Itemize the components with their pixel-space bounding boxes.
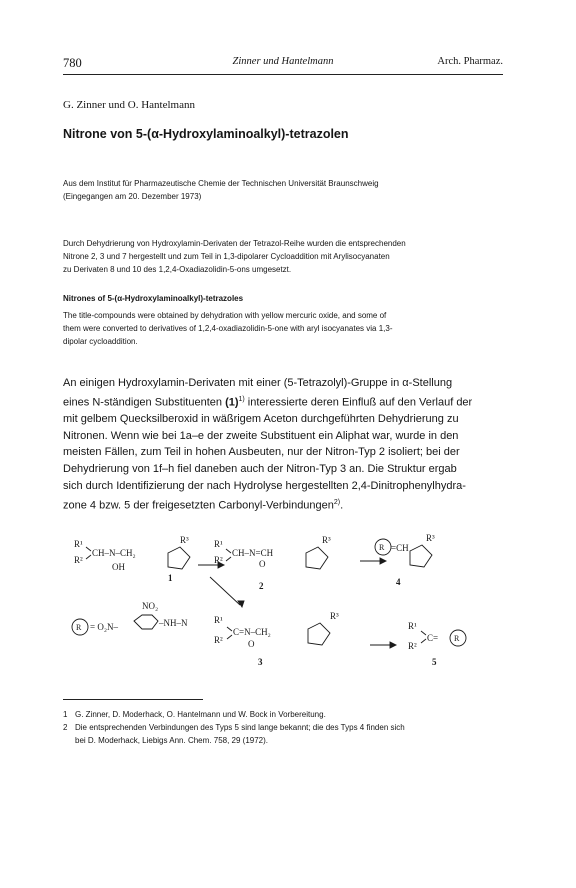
affiliation-institute: Aus dem Institut für Pharmazeutische Chemie der Technischen Universität Braunschweig [63,179,379,188]
r-circle-label: R [379,543,385,552]
abstract-en-line: The title-compounds were obtained by dehydration with yellow mercuric oxide, and some of [63,311,387,320]
no2-label: NO₂ [142,601,159,611]
authors: G. Zinner und O. Hantelmann [63,99,195,111]
abstract-en-line: them were converted to derivatives of 1,2,4-oxadiazolidin-5-one with aryl isocyanates via 1,3- [63,324,393,333]
article-title: Nitrone von 5-(α-Hydroxylaminoalkyl)-tetrazolen [63,127,349,141]
oh-label: OH [112,562,125,572]
body-paragraph [63,375,516,514]
footnote-text: G. Zinner, D. Moderhack, O. Hantelmann und W. Bock in Vorbereitung. [75,710,326,719]
r1-label: R¹ [214,539,223,549]
abstract-english [63,309,511,348]
chain-label: CH–N=CH [232,548,274,558]
reaction-scheme [60,525,516,670]
r2-label: R² [408,641,417,651]
nh-n-label: –NH–N [159,618,188,628]
compound-ref: (1) [225,396,239,409]
page-header [63,56,503,72]
r1-label: R¹ [74,539,83,549]
chain-label: C=N–CH₂ [233,627,271,637]
header-rule [63,74,503,75]
compound-label-3: 3 [258,657,263,667]
footnote-ref: 1) [238,395,245,403]
benzene-ring [134,615,158,629]
footnote-number: 2 [63,723,68,732]
page-number: 780 [63,56,82,70]
compound-label-5: 5 [432,657,437,667]
tetrazole-ring-3 [308,623,330,645]
r-circle-label: R [454,634,460,643]
body-line [63,495,516,514]
body-line: sich durch Identifizierung der nach Hydrolyse hergestellten 2,4-Dinitrophenylhydra- [63,479,466,492]
body-line: An einigen Hydroxylamin-Derivaten mit einer (5-Tetrazolyl)-Gruppe in α-Stellung [63,377,453,389]
arrowhead-2 [380,558,386,564]
footnote-text: Die entsprechenden Verbindungen des Typs 5 sind lange bekannt; die des Typs 4 finden sich [75,723,405,732]
body-line [63,392,516,411]
arrowhead-4 [390,642,396,648]
compound-label-4: 4 [396,577,401,587]
running-title: Zinner und Hantelmann [232,56,334,67]
r1-label: R¹ [408,621,417,631]
r-definition: = O₂N– [90,622,118,632]
footnote-text: bei D. Moderhack, Liebigs Ann. Chem. 758, 29 (1972). [75,736,268,745]
r3-label: R³ [322,535,331,545]
body-text: zone 4 bzw. 5 der freigesetzten Carbonyl-Verbindungen [63,499,334,512]
body-line: Dehydrierung von 1f–h fiel daneben auch der Nitron-Typ 3 an. Die Struktur ergab [63,463,457,476]
tetrazole-ring-2 [306,547,328,569]
ch-label: =CH [391,543,409,553]
abstract-german [63,237,511,276]
o-label: O [259,559,266,569]
r3-label: R³ [330,611,339,621]
body-line: meisten Fällen, zum Teil in hohen Ausbeuten, nur der Nitron-Typ 2 isoliert; bei der [63,446,460,459]
r2-label: R² [74,555,83,565]
compound-label-2: 2 [259,581,264,591]
footnotes [63,708,516,747]
footnote-rule [63,699,203,700]
abstract-de-line: Nitrone 2, 3 und 7 hergestellt und zum Teil in 1,3-dipolarer Cycloaddition mit Arylisocyanaten [63,252,390,261]
c-eq-label: C= [427,633,439,643]
footnote [63,734,516,747]
abstract-de-line: zu Derivaten 8 und 10 des 1,2,4-Oxadiazolidin-5-ons umgesetzt. [63,265,292,274]
compound-label-1: 1 [168,573,173,583]
abstract-de-line: Durch Dehydrierung von Hydroxylamin-Derivaten der Tetrazol-Reihe wurden die entsprechenden [63,239,406,248]
body-line: Nitronen. Wenn wie bei 1a–e der zweite Substituent ein Aliphat war, wurde in den [63,429,459,442]
r3-label: R³ [426,533,435,543]
body-text: . [340,499,344,512]
footnote-number: 1 [63,710,68,719]
body-line: mit gelbem Quecksilberoxid in wäßrigem Aceton durchgeführten Dehydrierung zu [63,413,459,426]
r3-label: R³ [180,535,189,545]
affiliation [63,177,508,203]
chain-label: CH–N–CH₂ [92,548,136,558]
abstract-english-title: Nitrones of 5-(α-Hydroxylaminoalkyl)-tetrazoles [63,294,244,303]
arrow-1-to-3 [210,577,240,605]
tetrazole-ring-1 [168,547,190,569]
r2-label: R² [214,635,223,645]
tetrazole-ring-4 [410,545,432,567]
footnote [63,721,516,734]
abstract-en-line: dipolar cycloaddition. [63,337,138,346]
o-label: O [248,639,255,649]
body-text: interessierte deren Einfluß auf den Verlauf der [244,396,473,409]
footnote [63,708,516,721]
r-circle-label: R [76,623,82,632]
received-date: (Eingegangen am 20. Dezember 1973) [63,192,202,201]
body-text: eines N-ständigen Substituenten [63,396,226,409]
journal-name: Arch. Pharmaz. [437,56,503,67]
r1-label: R¹ [214,615,223,625]
r2-label: R² [214,555,223,565]
footnote-ref: 2) [333,498,341,506]
